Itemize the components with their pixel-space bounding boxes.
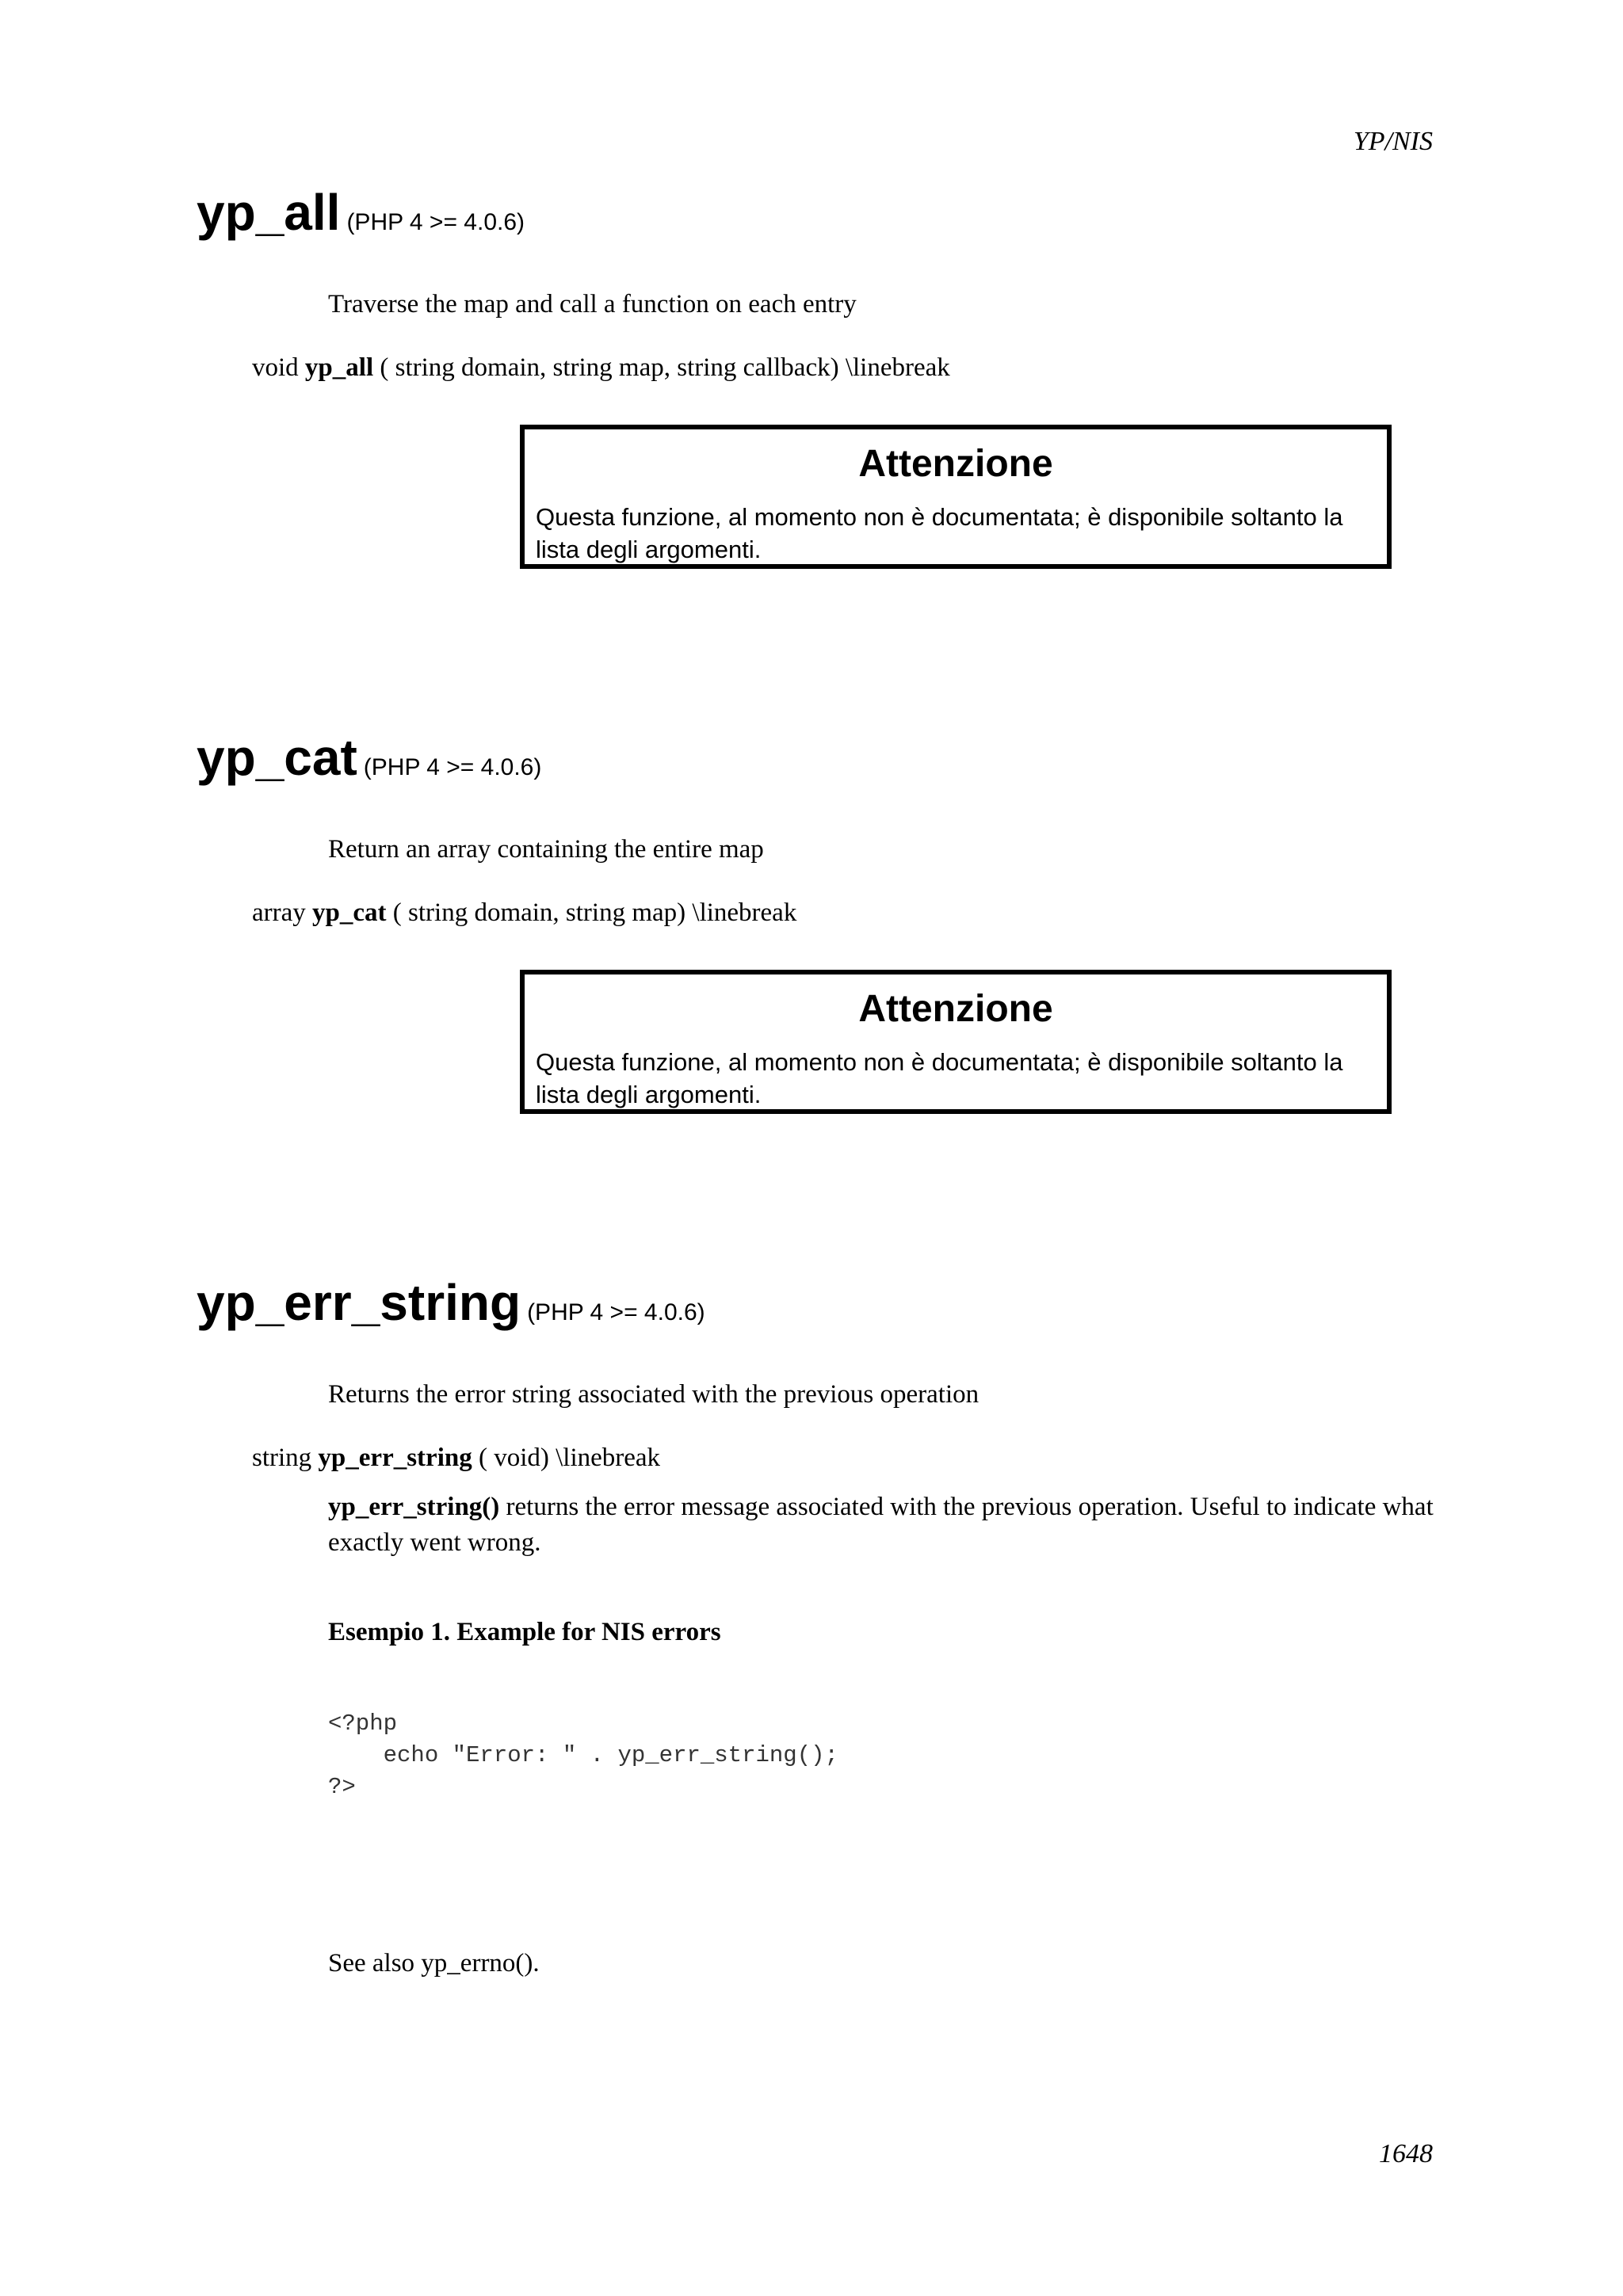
function-version: (PHP 4 >= 4.0.6) xyxy=(346,209,525,235)
warning-title: Attenzione xyxy=(858,988,1053,1030)
function-name: yp_all xyxy=(197,184,341,241)
function-synopsis xyxy=(252,898,796,928)
function-synopsis xyxy=(252,353,950,383)
synopsis-function-name: yp_all xyxy=(304,353,374,382)
function-purpose: Returns the error string associated with the previous operation xyxy=(328,1380,980,1409)
warning-title: Attenzione xyxy=(858,443,1053,485)
running-header: YP/NIS xyxy=(1353,127,1433,156)
function-name: yp_cat xyxy=(197,729,357,786)
synopsis-args: ( void) \linebreak xyxy=(478,1444,661,1472)
function-version: (PHP 4 >= 4.0.6) xyxy=(363,754,542,780)
synopsis-return-type: string xyxy=(252,1444,312,1472)
synopsis-return-type: array xyxy=(252,898,306,927)
warning-box xyxy=(520,970,1392,1114)
function-purpose: Traverse the map and call a function on each entry xyxy=(328,290,857,318)
description-text: returns the error message associated with the previous operation. Useful to indicate what exactly went wrong. xyxy=(328,1493,1434,1557)
function-title-yp-cat xyxy=(197,729,542,786)
function-name: yp_err_string xyxy=(197,1274,521,1331)
synopsis-args: ( string domain, string map, string callback) \linebreak xyxy=(380,353,950,382)
function-description xyxy=(328,1489,1438,1561)
example-title: Esempio 1. Example for NIS errors xyxy=(328,1618,721,1646)
description-function-name: yp_err_string() xyxy=(328,1493,500,1521)
warning-text: Questa funzione, al momento non è documentata; è disponibile soltanto la lista degli argomenti. xyxy=(536,1048,1343,1108)
page-number: 1648 xyxy=(1379,2139,1433,2168)
function-synopsis xyxy=(252,1444,660,1473)
warning-box xyxy=(520,425,1392,569)
synopsis-args: ( string domain, string map) \linebreak xyxy=(392,898,797,927)
synopsis-function-name: yp_cat xyxy=(312,898,387,927)
warning-text: Questa funzione, al momento non è documentata; è disponibile soltanto la lista degli argomenti. xyxy=(536,503,1343,563)
function-title-yp-err-string xyxy=(197,1274,705,1331)
function-purpose: Return an array containing the entire map xyxy=(328,835,764,864)
example-code: <?php echo "Error: " . yp_err_string(); ?> xyxy=(328,1711,838,1800)
function-version: (PHP 4 >= 4.0.6) xyxy=(527,1299,705,1325)
see-also: See also yp_errno(). xyxy=(328,1949,540,1978)
synopsis-function-name: yp_err_string xyxy=(318,1444,472,1472)
synopsis-return-type: void xyxy=(252,353,299,382)
function-title-yp-all xyxy=(197,184,525,241)
